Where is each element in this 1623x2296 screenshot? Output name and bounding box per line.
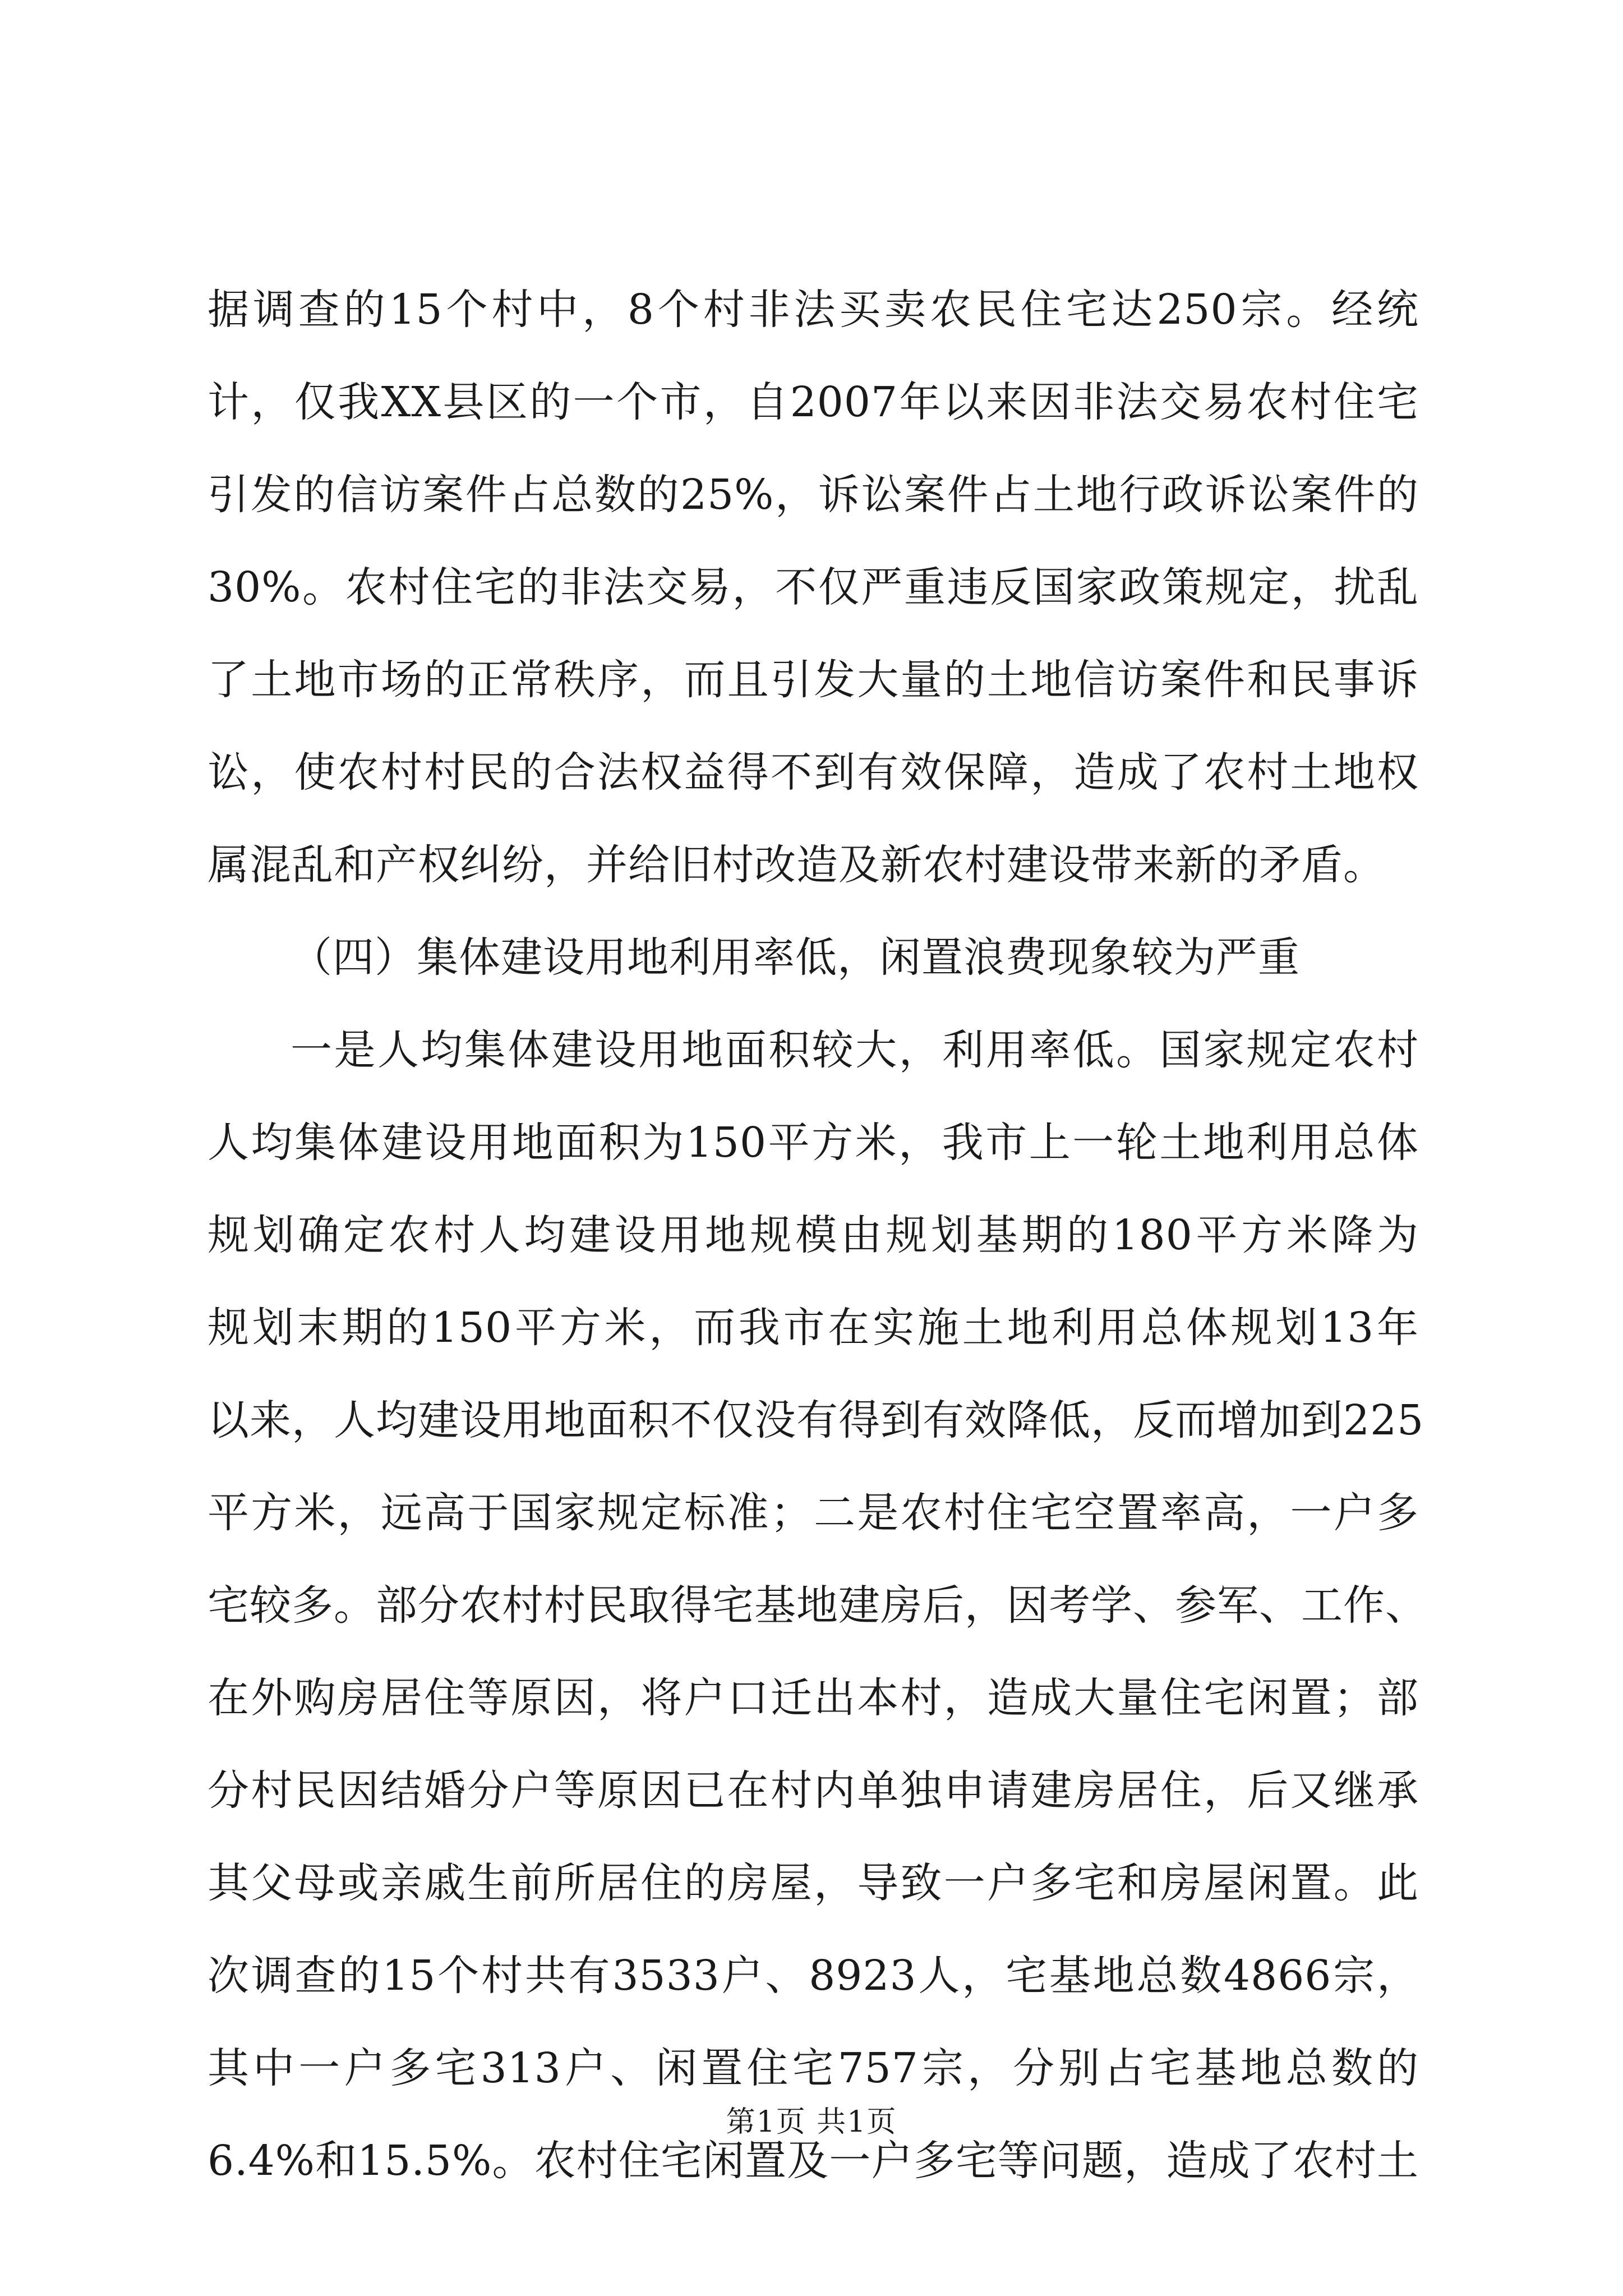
text-line: 其父母或亲戚生前所居住的房屋，导致一户多宅和房屋闲置。此 [208, 1859, 1419, 1907]
page-footer [0, 2098, 1623, 2140]
text-line: 以来，人均建设用地面积不仅没有得到有效降低，反而增加到225 [208, 1396, 1424, 1444]
text-line: 规划末期的150平方米，而我市在实施土地利用总体规划13年 [208, 1304, 1419, 1352]
text-line: 其中一户多宅313户、闲置住宅757宗，分别占宅基地总数的 [208, 2044, 1419, 2092]
text-line: 6.4%和15.5%。农村住宅闲置及一户多宅等问题，造成了农村土 [208, 2137, 1419, 2185]
text-line: 分村民因结婚分户等原因已在村内单独申请建房居住，后又继承 [208, 1766, 1419, 1815]
text-line: 引发的信访案件占总数的25%，诉讼案件占土地行政诉讼案件的 [208, 471, 1419, 519]
text-line: 据调查的15个村中，8个村非法买卖农民住宅达250宗。经统 [208, 286, 1419, 334]
text-line: 一是人均集体建设用地面积较大，利用率低。国家规定农村 [291, 1026, 1419, 1074]
text-line: 规划确定农村人均建设用地规模由规划基期的180平方米降为 [208, 1211, 1419, 1259]
text-line: 平方米，远高于国家规定标准；二是农村住宅空置率高，一户多 [208, 1489, 1419, 1537]
text-line: 30%。农村住宅的非法交易，不仅严重违反国家政策规定，扰乱 [208, 563, 1419, 611]
text-line: 了土地市场的正常秩序，而且引发大量的土地信访案件和民事诉 [208, 656, 1419, 704]
text-line: 讼，使农村村民的合法权益得不到有效保障，造成了农村土地权 [208, 748, 1419, 797]
text-line: 计，仅我XX县区的一个市，自2007年以来因非法交易农村住宅 [208, 378, 1419, 426]
text-line: 次调查的15个村共有3533户、8923人，宅基地总数4866宗， [208, 1952, 1419, 2000]
page-number: 第1页 共1页 [726, 2105, 897, 2139]
text-line: 宅较多。部分农村村民取得宅基地建房后，因考学、参军、工作、 [208, 1581, 1427, 1630]
document-body [208, 264, 1427, 2207]
text-line: 人均集体建设用地面积为150平方米，我市上一轮土地利用总体 [208, 1119, 1419, 1167]
section-heading: （四）集体建设用地利用率低，闲置浪费现象较为严重 [291, 933, 1300, 982]
text-line: 在外购房居住等原因，将户口迁出本村，造成大量住宅闲置；部 [208, 1674, 1419, 1722]
text-line: 属混乱和产权纠纷，并给旧村改造及新农村建设带来新的矛盾。 [208, 841, 1385, 889]
